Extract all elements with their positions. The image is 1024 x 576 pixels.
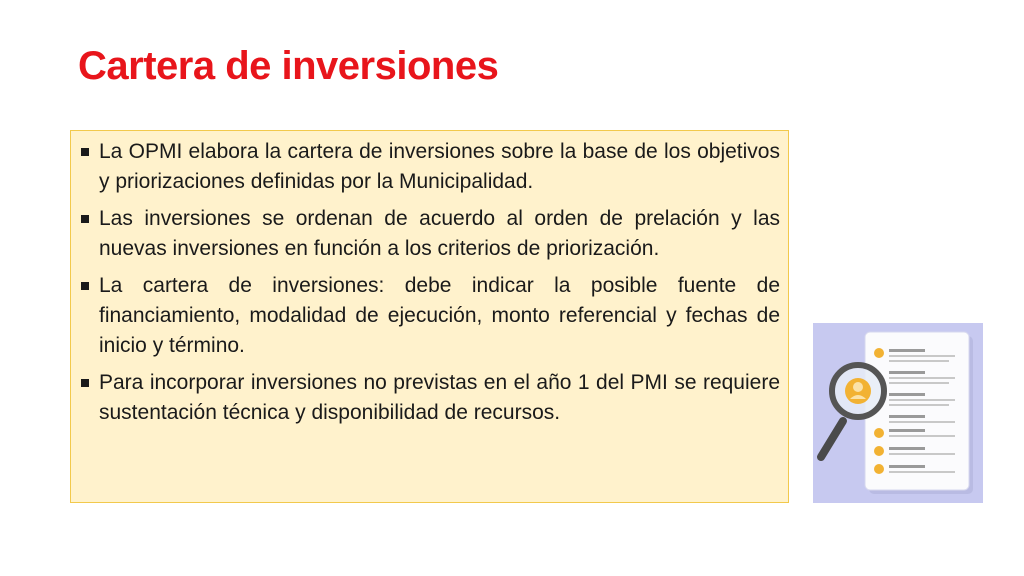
square-bullet-icon bbox=[81, 282, 89, 290]
bullet-text: La cartera de inversiones: debe indicar la posible fuente de financiamiento, modalidad de ejecución, monto referencial y fechas de inicio y término. bbox=[99, 274, 780, 357]
square-bullet-icon bbox=[81, 379, 89, 387]
bullet-item bbox=[81, 368, 780, 428]
bullet-list bbox=[81, 137, 780, 428]
bullet-text: Las inversiones se ordenan de acuerdo al orden de prelación y las nuevas inversiones en función a los criterios de priorización. bbox=[99, 207, 780, 260]
slide-title: Cartera de inversiones bbox=[78, 44, 499, 88]
document-search-illustration bbox=[813, 323, 983, 503]
bullet-text-box bbox=[70, 130, 789, 503]
square-bullet-icon bbox=[81, 215, 89, 223]
bullet-item bbox=[81, 137, 780, 197]
square-bullet-icon bbox=[81, 148, 89, 156]
bullet-text: Para incorporar inversiones no previstas en el año 1 del PMI se requiere sustentación técnica y disponibilidad de recursos. bbox=[99, 371, 780, 424]
document-search-icon bbox=[813, 323, 983, 503]
bullet-item bbox=[81, 271, 780, 361]
bullet-text: La OPMI elabora la cartera de inversiones sobre la base de los objetivos y priorizaciones definidas por la Municipalidad. bbox=[99, 140, 780, 193]
bullet-item bbox=[81, 204, 780, 264]
